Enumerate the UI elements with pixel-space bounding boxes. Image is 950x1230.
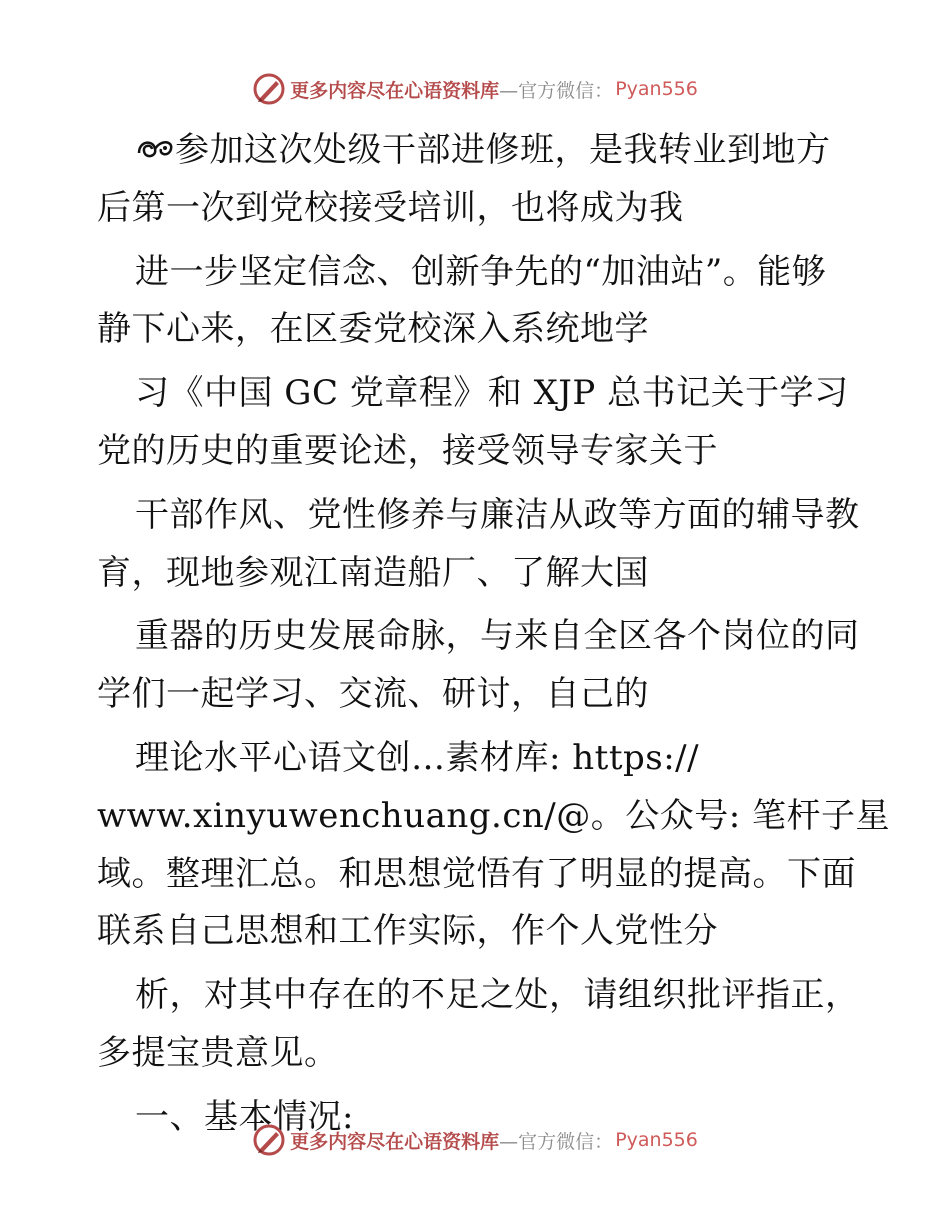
text-line-2: 后第一次到党校接受培训，也将成为我 (97, 187, 684, 228)
section-heading: 一、基本情况: (135, 1096, 354, 1137)
watermark-wechat-label: —官方微信： (499, 1130, 614, 1153)
text-line-6: 党的历史的重要论述，接受领导专家关于 (97, 430, 718, 471)
footer-watermark (0, 1123, 950, 1157)
document-body (97, 122, 890, 1147)
text-line-16: 多提宝贵意见。 (97, 1032, 339, 1073)
header-watermark (0, 72, 950, 106)
text-line-13: 域。整理汇总。和思想觉悟有了明显的提高。下面 (97, 853, 856, 894)
pen-logo-icon (252, 1123, 286, 1157)
text-line-11: 理论水平心语文创…素材库: https:// (135, 737, 700, 778)
text-line-7: 干部作风、党性修养与廉洁从政等方面的辅导教 (135, 494, 860, 535)
text-line-9: 重器的历史发展命脉，与来自全区各个岗位的同 (135, 616, 860, 657)
text-line-4: 静下心来，在区委党校深入系统地学 (97, 309, 649, 350)
watermark-wechat-id: Pyan556 (615, 1129, 698, 1151)
text-line-3: 进一步坚定信念、创新争先的“加油站”。能够 (135, 251, 827, 292)
text-line-1: 参加这次处级干部进修班，是我转业到地方 (97, 122, 857, 180)
pen-logo-icon (252, 72, 286, 106)
text-line-8: 育，现地参观江南造船厂、了解大国 (97, 552, 649, 593)
text-line-5: 习《中国 GC 党章程》和 XJP 总书记关于学习 (135, 373, 849, 414)
text-line-15: 析，对其中存在的不足之处，请组织批评指正， (135, 975, 860, 1016)
text-line-12: www.xinyuwenchuang.cn/@。公众号: 笔杆子星 (97, 795, 890, 836)
watermark-title: 更多内容尽在心语资料库 (290, 1130, 500, 1153)
text-line-10: 学们一起学习、交流、研讨，自己的 (97, 674, 649, 715)
watermark-title: 更多内容尽在心语资料库 (290, 79, 500, 102)
flower-ornament-icon (135, 133, 175, 163)
text-line-14: 联系自己思想和工作实际，作个人党性分 (97, 911, 718, 952)
watermark-wechat-id: Pyan556 (615, 78, 698, 100)
watermark-wechat-label: —官方微信： (499, 79, 614, 102)
